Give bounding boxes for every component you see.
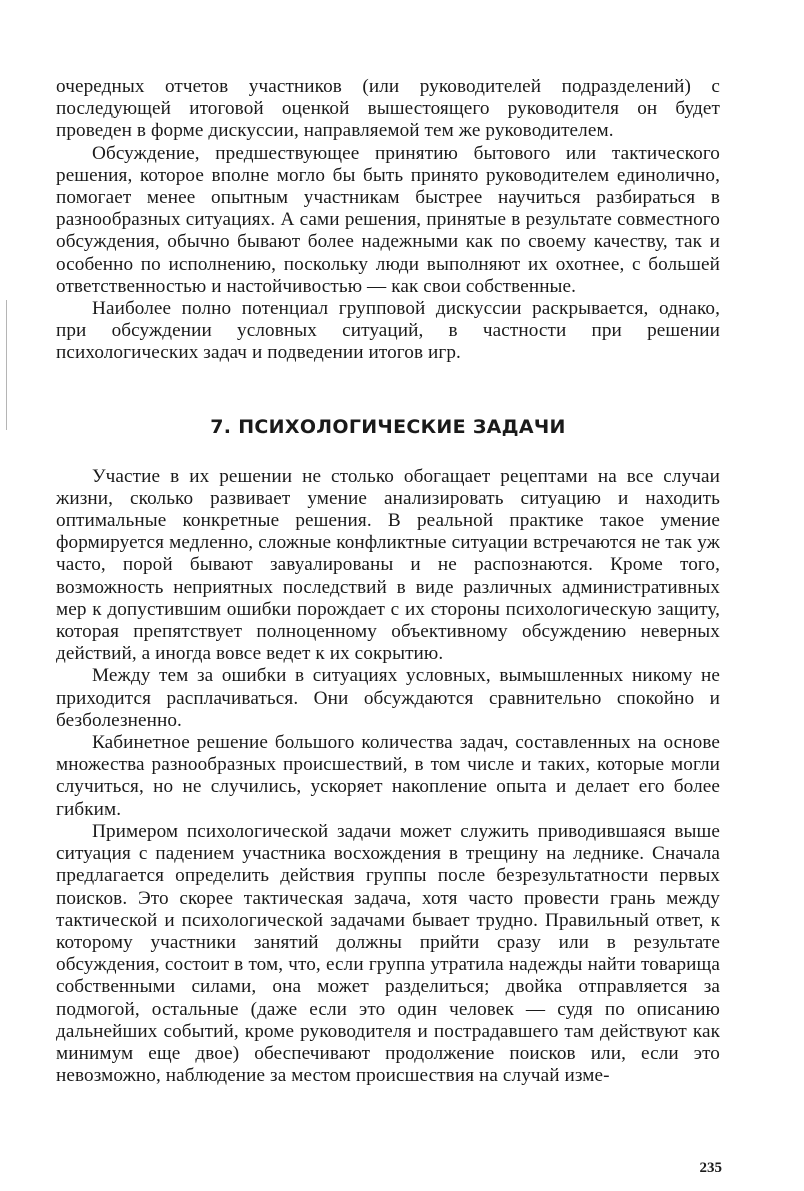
section-heading: 7. ПСИХОЛОГИЧЕСКИЕ ЗАДАЧИ bbox=[210, 415, 566, 438]
paragraph: Обсуждение, предшествующее принятию бытового или тактического решения, которое вполне могло бы быть принято руководителем единолично, помогает менее опытным участникам быстрее научиться разбираться в разнообразных ситуациях. А сами решения, принятые в результате совместного обсуждения, обычно бывают более надежными как по своему качеству, так и особенно по исполнению, поскольку люди выполняют их охотнее, с большей ответственностью и настойчивостью — как свои собственные. bbox=[56, 142, 720, 297]
paragraph-continued: очередных отчетов участников (или руководителей подразделений) с последующей итоговой оценкой вышестоящего руководителя он будет проведен в форме дискуссии, направляемой тем же руководителем. bbox=[56, 76, 720, 142]
margin-rule bbox=[6, 300, 7, 430]
paragraph: Наиболее полно потенциал групповой дискуссии раскрывается, однако, при обсуждении условных ситуаций, в частности при решении психологических задач и подведении итогов игр. bbox=[56, 298, 720, 364]
book-page bbox=[56, 76, 720, 1087]
paragraph: Примером психологической задачи может служить приводившаяся выше ситуация с падением участника восхождения в трещину на леднике. Сначала предлагается определить действия группы после безрезультатности первых поисков. Это скорее тактическая задача, хотя часто провести грань между тактической и психологической задачами бывает трудно. Правильный ответ, к которому участники занятий должны прийти сразу или в результате обсуждения, состоит в том, что, если группа утратила надежды найти товарища собственными силами, она может разделиться; двойка отправляется за подмогой, остальные (даже если это один человек — судя по описанию дальнейших событий, кроме руководителя и пострадавшего там действуют как минимум еще двое) обеспечивают продолжение поисков или, если это невозможно, наблюдение за местом происшествия на случай изме- bbox=[56, 820, 720, 1087]
page-number: 235 bbox=[699, 1160, 722, 1176]
paragraph: Кабинетное решение большого количества задач, составленных на основе множества разнообразных происшествий, в том числе и таких, которые могли случиться, но не случились, ускоряет накопление опыта и делает его более гибким. bbox=[56, 732, 720, 820]
paragraph: Участие в их решении не столько обогащает рецептами на все случаи жизни, сколько развивает умение анализировать ситуацию и находить оптимальные конкретные решения. В реальной практике такое умение формируется медленно, сложные конфликтные ситуации встречаются не так уж часто, порой бывают завуалированы и не распознаются. Кроме того, возможность неприятных последствий в виде различных административных мер к допустившим ошибки порождает с их стороны психологическую защиту, которая препятствует полноценному объективному обсуждению неверных действий, а иногда вовсе ведет к их сокрытию. bbox=[56, 465, 720, 665]
paragraph: Между тем за ошибки в ситуациях условных, вымышленных никому не приходится расплачиваться. Они обсуждаются сравнительно спокойно и безболезненно. bbox=[56, 665, 720, 731]
